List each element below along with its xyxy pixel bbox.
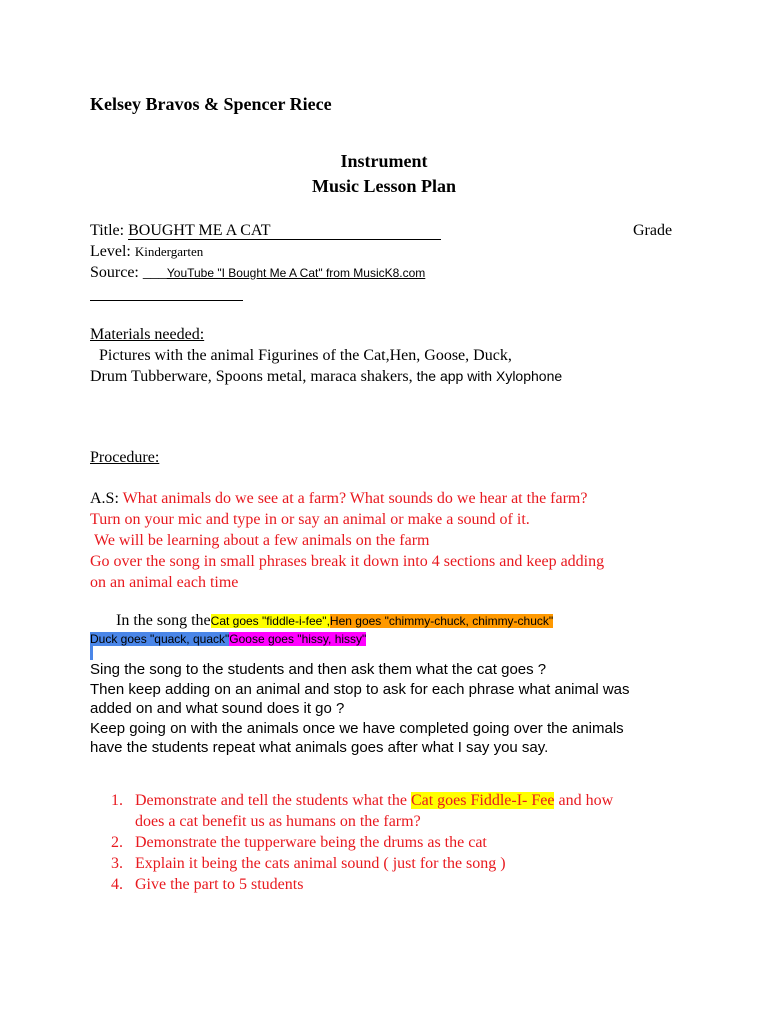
level-value: Kindergarten xyxy=(134,244,204,259)
step-number: 4. xyxy=(111,876,123,893)
body-line-1: Sing the song to the students and then ask them what the cat goes ? xyxy=(90,661,547,678)
step-item xyxy=(111,832,735,853)
source-continuation-line xyxy=(90,300,243,301)
as-line-1 xyxy=(90,490,587,508)
materials-line-2-a: Drum Tubberware, Spoons metal, maraca shakers, xyxy=(90,368,413,385)
song-hen-highlight: Hen goes "chimmy-chuck, chimmy-chuck" xyxy=(329,614,554,628)
body-line-4: Keep going on with the animals once we have completed going over the animals xyxy=(90,720,624,737)
steps-list xyxy=(90,790,735,895)
heading-music-lesson-plan: Music Lesson Plan xyxy=(311,176,457,196)
level-label: Level: xyxy=(90,243,131,260)
authors: Kelsey Bravos & Spencer Riece xyxy=(90,94,332,114)
title-value xyxy=(128,223,441,240)
materials-line-1: Pictures with the animal Figurines of the Cat,Hen, Goose, Duck, xyxy=(99,347,512,364)
song-line-1 xyxy=(116,612,553,630)
step-number: 2. xyxy=(111,834,123,851)
body-line-2: Then keep adding on an animal and stop to ask for each phrase what animal was xyxy=(90,681,630,698)
step-text: Demonstrate and tell the students what the xyxy=(135,792,411,809)
source-link[interactable]: YouTube "I Bought Me A Cat" from MusicK8.com xyxy=(166,266,426,280)
body-line-3: added on and what sound does it go ? xyxy=(90,700,345,717)
text-cursor-marker xyxy=(90,646,93,660)
step-text: Explain it being the cats animal sound ( just for the song ) xyxy=(135,855,506,872)
step-item xyxy=(111,790,735,832)
source-underscores: ___ xyxy=(142,264,167,281)
title-value-text: BOUGHT ME A CAT xyxy=(128,222,271,239)
as-line-3: We will be learning about a few animals on the farm xyxy=(94,532,430,549)
materials-line-2 xyxy=(90,368,562,386)
heading-instrument: Instrument xyxy=(340,151,428,171)
source-label: Source: xyxy=(90,264,139,281)
step-number: 1. xyxy=(111,792,123,809)
step-text: Give the part to 5 students xyxy=(135,876,304,893)
step-item xyxy=(111,853,735,874)
grade-label: Grade xyxy=(633,222,673,239)
as-line-4: Go over the song in small phrases break it down into 4 sections and keep adding xyxy=(90,553,605,570)
as-line-2: Turn on your mic and type in or say an animal or make a sound of it. xyxy=(90,511,530,528)
title-row xyxy=(90,222,441,240)
step-text-after: and how xyxy=(554,792,614,809)
as-line-5: on an animal each time xyxy=(90,574,239,591)
step-item xyxy=(111,874,735,895)
as-line-1-text: What animals do we see at a farm? What sounds do we hear at the farm? xyxy=(122,490,588,507)
song-duck-highlight: Duck goes "quack, quack" xyxy=(90,632,230,646)
materials-line-2-b: the app with Xylophone xyxy=(416,368,563,384)
title-label: Title: xyxy=(90,222,125,239)
song-cat-highlight: Cat goes "fiddle-i-fee" xyxy=(210,614,327,628)
body-line-5: have the students repeat what animals goes after what I say you say. xyxy=(90,739,549,756)
source-row xyxy=(90,264,425,282)
song-comma: , xyxy=(326,614,330,628)
step-text: Demonstrate the tupperware being the drums as the cat xyxy=(135,834,487,851)
step-number: 3. xyxy=(111,855,123,872)
procedure-heading: Procedure: xyxy=(90,449,160,466)
song-intro: In the song the xyxy=(116,612,211,629)
materials-heading: Materials needed: xyxy=(90,326,205,343)
level-row xyxy=(90,243,203,261)
step-highlight: Cat goes Fiddle-I- Fee xyxy=(410,792,555,809)
as-label: A.S: xyxy=(90,490,119,507)
song-goose-highlight: Goose goes "hissy, hissy" xyxy=(229,632,367,646)
step-text-line-2: does a cat benefit us as humans on the farm? xyxy=(135,813,421,830)
song-line-2 xyxy=(90,632,366,646)
